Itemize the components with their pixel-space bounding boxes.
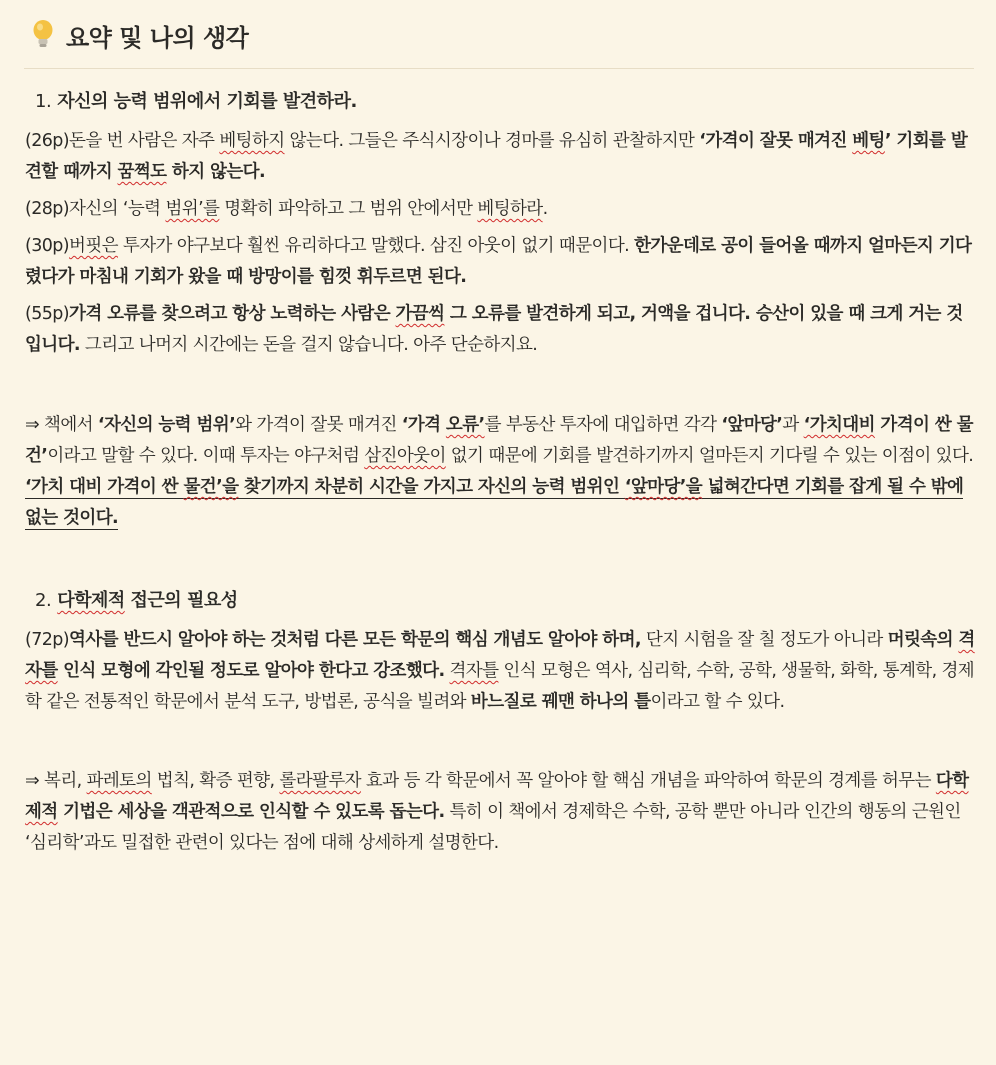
text: (72p): [25, 630, 70, 650]
text: .: [542, 199, 548, 219]
bold-text: 그 오류를 발견하게 되고, 거액을 겁니다. 승산이 있을 때 크게 거는 것입니다.: [25, 304, 963, 355]
bold-text: 인식 모형에 각인될 정도로 알아야 한다고 강조했다.: [57, 661, 445, 681]
text: 단지 시험을 잘 칠 정도가 아니라: [640, 630, 888, 650]
bold-text: 가격이 싼 물건’: [25, 415, 973, 466]
text: (55p): [25, 304, 70, 324]
header-divider: [24, 68, 974, 69]
text: 인식 모형은 역사, 심리학, 수학, 공학, 생물학, 화학, 통계학, 경제학 같은 전통적인 학문에서 분석 도구, 방법론, 공식을 빌려와: [25, 661, 975, 712]
text: 없기 때문에 기회를 발견하기까지 얼마든지 기다릴 수 있는 이점이 있다.: [445, 446, 974, 466]
spellcheck-word: 베팅: [852, 131, 885, 151]
text: 이라고 할 수 있다.: [650, 692, 785, 712]
bold-text: ‘자신의 능력 범위’: [97, 415, 236, 435]
spellcheck-word: 격자틀: [25, 630, 975, 681]
bold-text: ’ 기회를 발견할 때까지: [25, 131, 968, 182]
section1-heading: [35, 84, 975, 120]
section2-opinion: [25, 766, 975, 859]
spellcheck-word: 버핏은: [69, 236, 118, 256]
bold-text: 하지 않는다.: [166, 162, 265, 182]
text: 이라고 말할 수 있다. 이때 투자는 야구처럼: [47, 446, 365, 466]
bold-text: ‘가치 대비 가격이 싼: [25, 477, 184, 497]
bold-text: ‘가격: [401, 415, 446, 435]
section1-opinion: [25, 410, 975, 534]
text: ⇒ 책에서: [25, 415, 98, 435]
section1-quote-30p: [25, 231, 975, 293]
bold-text: 바느질로 꿰맨 하나의 틀: [470, 692, 651, 712]
text: 과: [782, 415, 804, 435]
text: ⇒ 복리,: [25, 771, 87, 791]
text: 않는다. 그들은 주식시장이나 경마를 유심히 관찰하지만: [284, 131, 700, 151]
text: 특히 이 책에서 경제학은 수학, 공학 뿐만 아니라 인간의 행동의 근원인 ‘심리학’과도 밀접한 관련이 있다는 점에 대해 상세하게 설명한다.: [25, 802, 961, 853]
spellcheck-word: 꿈쩍도: [117, 162, 167, 182]
spellcheck-word: 베팅하라: [477, 199, 543, 219]
text: 법칙, 확증 편향,: [151, 771, 280, 791]
underlined-conclusion: [25, 477, 963, 530]
bold-text: 한가운데로 공이 들어올 때까지 얼마든지 기다렸다가 마침내 기회가 왔을 때 방망이를 힘껏 휘두르면 된다.: [25, 236, 972, 287]
section1-quote-26p: [25, 126, 975, 188]
section2-title-word: 다학제적: [57, 590, 125, 611]
spellcheck-word: 물건’을: [183, 477, 239, 497]
spellcheck-word: ‘가치대비: [803, 415, 875, 435]
bold-text: 기법은 세상을 객관적으로 인식할 수 있도록 돕는다.: [57, 802, 445, 822]
section1-quote-55p: [25, 299, 975, 361]
text: (30p): [25, 236, 70, 256]
section2-heading: [35, 583, 975, 619]
bold-text: 넓혀간다면 기회를 잡게 될 수 밖에 없는 것이다.: [25, 477, 964, 528]
text: 효과 등 각 학문에서 꼭 알아야 할 핵심 개념을 파악하여 학문의 경계를 허무는: [360, 771, 936, 791]
section1-quote-28p: [25, 194, 975, 225]
spellcheck-word: ‘앞마당’을: [624, 477, 703, 497]
spellcheck-word: 삼진아웃이: [364, 446, 446, 466]
spellcheck-word: 베팅하지: [219, 131, 285, 151]
spellcheck-word: 오류’: [445, 415, 485, 435]
spellcheck-word: 범위’를: [165, 199, 220, 219]
spellcheck-word: 롤라팔루자: [279, 771, 361, 791]
section1-number: 1.: [35, 91, 52, 112]
bold-text: ‘앞마당’: [721, 415, 783, 435]
bold-text: 가격 오류를 찾으려고 항상 노력하는 사람은: [69, 304, 396, 324]
page-title: 요약 및 나의 생각: [66, 23, 249, 52]
lightbulb-icon: [30, 18, 56, 52]
text: 투자가 야구보다 훨씬 유리하다고 말했다. 삼진 아웃이 없기 때문이다.: [117, 236, 635, 256]
text: 명확히 파악하고 그 범위 안에서만: [219, 199, 478, 219]
spellcheck-word: 가끔씩: [395, 304, 445, 324]
section2-number: 2.: [35, 590, 52, 611]
spellcheck-word: 파레토의: [86, 771, 152, 791]
section1-title: 자신의 능력 범위에서 기회를 발견하라.: [57, 91, 357, 112]
text: 를 부동산 투자에 대입하면 각각: [484, 415, 722, 435]
spellcheck-word: 다학제적: [25, 771, 969, 822]
text: 그리고 나머지 시간에는 돈을 걸지 않습니다. 아주 단순하지요.: [79, 335, 538, 355]
text: (28p)자신의 ‘능력: [25, 199, 166, 219]
bold-text: ‘가격이 잘못 매겨진: [699, 131, 853, 151]
bold-text: 역사를 반드시 알아야 하는 것처럼 다른 모든 학문의 핵심 개념도 알아야 하며,: [69, 630, 641, 650]
text: 와 가격이 잘못 매겨진: [235, 415, 402, 435]
text: (26p)돈을 번 사람은 자주: [25, 131, 220, 151]
section2-title: 접근의 필요성: [124, 590, 238, 611]
content: [25, 84, 975, 859]
spellcheck-word: 격자틀: [449, 661, 499, 681]
section2-quote-72p: [25, 625, 975, 718]
bold-text: 찾기까지 차분히 시간을 가지고 자신의 능력 범위인: [238, 477, 625, 497]
section-header: [30, 14, 248, 56]
bold-text: 머릿속의: [887, 630, 959, 650]
